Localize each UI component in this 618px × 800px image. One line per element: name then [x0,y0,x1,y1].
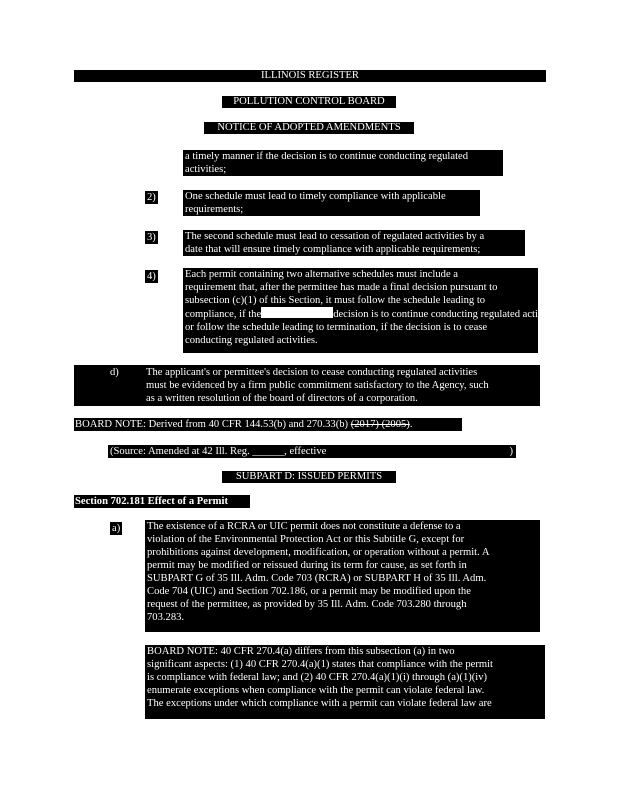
board-note-1-suffix: . [409,419,413,430]
board-note-2-line: is compliance with federal law; and (2) 40 CFR 270.4(a)(1)(i) through (a)(1)(iv) [147,672,488,683]
item-a-line: prohibitions against development, modification, or operation without a permit. A [147,547,490,558]
board-note-2-line: significant aspects: (1) 40 CFR 270.4(a)(1) states that compliance with the permit [147,659,493,670]
item-3-number: 3) [147,232,156,243]
item-4-line: conducting regulated activities. [185,335,318,346]
item-4-line-part: decision is to continue conducting regulated activities, [333,309,564,320]
item-4-text [183,268,564,353]
item-d-block [74,365,540,406]
item-2-number: 2) [147,192,156,203]
item-a-text [145,520,540,632]
item-a-line: request of the permittee, as provided by 35 Ill. Adm. Code 703.280 through [147,599,467,610]
item-4-line: Each permit containing two alternative schedules must include a [185,269,458,280]
source-close-paren: ) [509,446,513,457]
para-line: a timely manner if the decision is to continue conducting regulated [185,151,469,162]
item-a-line: permit may be modified or reissued during its term for cause, as set forth in [147,560,467,571]
section-title: Section 702.181 Effect of a Permit [75,496,228,507]
board-note-2-line: enumerate exceptions when compliance with the permit can violate federal law. [147,685,485,696]
item-4-line: requirement that, after the permittee has made a final decision pursuant to [185,282,498,293]
board-title: POLLUTION CONTROL BOARD [233,96,385,107]
item-4-line: subsection (c)(1) of this Section, it must follow the schedule leading to [185,295,486,306]
item-d-line: as a written resolution of the board of directors of a corporation. [146,393,418,404]
item-a-line: 703.283. [147,612,185,623]
item-d-line: The applicant's or permittee's decision to cease conducting regulated activities [146,367,478,378]
continued-paragraph [183,150,503,176]
board-note-2 [145,645,545,719]
board-note-2-line: The exceptions under which compliance with a permit can violate federal law are [147,698,492,709]
item-2-line: One schedule must lead to timely compliance with applicable [185,191,446,202]
subpart-heading [222,471,396,483]
source-text: (Source: Amended at 42 Ill. Reg. ______, effective [110,446,327,457]
item-2-text [183,190,480,216]
board-note-1-text: BOARD NOTE: Derived from 40 CFR 144.53(b) and 270.33(b) [75,419,351,430]
redaction-gap [261,307,333,318]
register-header [74,70,546,82]
item-d-line: must be evidenced by a firm public commitment satisfactory to the Agency, such [146,380,489,391]
subpart-title: SUBPART D: ISSUED PERMITS [235,471,383,482]
section-heading [74,495,250,508]
item-d-number: d) [110,367,119,378]
item-a-line: violation of the Environmental Protection Act or this Subtitle G, except for [147,534,465,545]
item-2-line: requirements; [185,204,244,215]
board-note-2-line: BOARD NOTE: 40 CFR 270.4(a) differs from this subsection (a) in two [147,646,455,657]
item-a-number: a) [112,523,121,534]
item-a-line: The existence of a RCRA or UIC permit does not constitute a defense to a [147,521,461,532]
board-note-1 [74,418,462,431]
board-header [222,96,396,108]
board-note-1-struck: (2017) (2005) [350,419,410,430]
item-3-line: date that will ensure timely compliance with applicable requirements; [185,244,481,255]
item-3-line: The second schedule must lead to cessation of regulated activities by a [185,231,485,242]
item-a-line: SUBPART G of 35 Ill. Adm. Code 703 (RCRA) or SUBPART H of 35 Ill. Adm. [147,573,487,584]
item-4-line-part: compliance, if the [185,309,262,320]
para-line: activities; [185,164,227,175]
notice-header [204,122,414,134]
source-line [108,445,516,458]
register-title: ILLINOIS REGISTER [261,70,359,81]
item-4-line: or follow the schedule leading to termination, if the decision is to cease [185,322,488,333]
item-3-text [183,230,525,256]
notice-title: NOTICE OF ADOPTED AMENDMENTS [217,122,401,133]
item-4-line-gap [185,307,564,321]
item-a-line: Code 704 (UIC) and Section 702.186, or a permit may be modified upon the [147,586,471,597]
item-4-number: 4) [147,271,156,282]
